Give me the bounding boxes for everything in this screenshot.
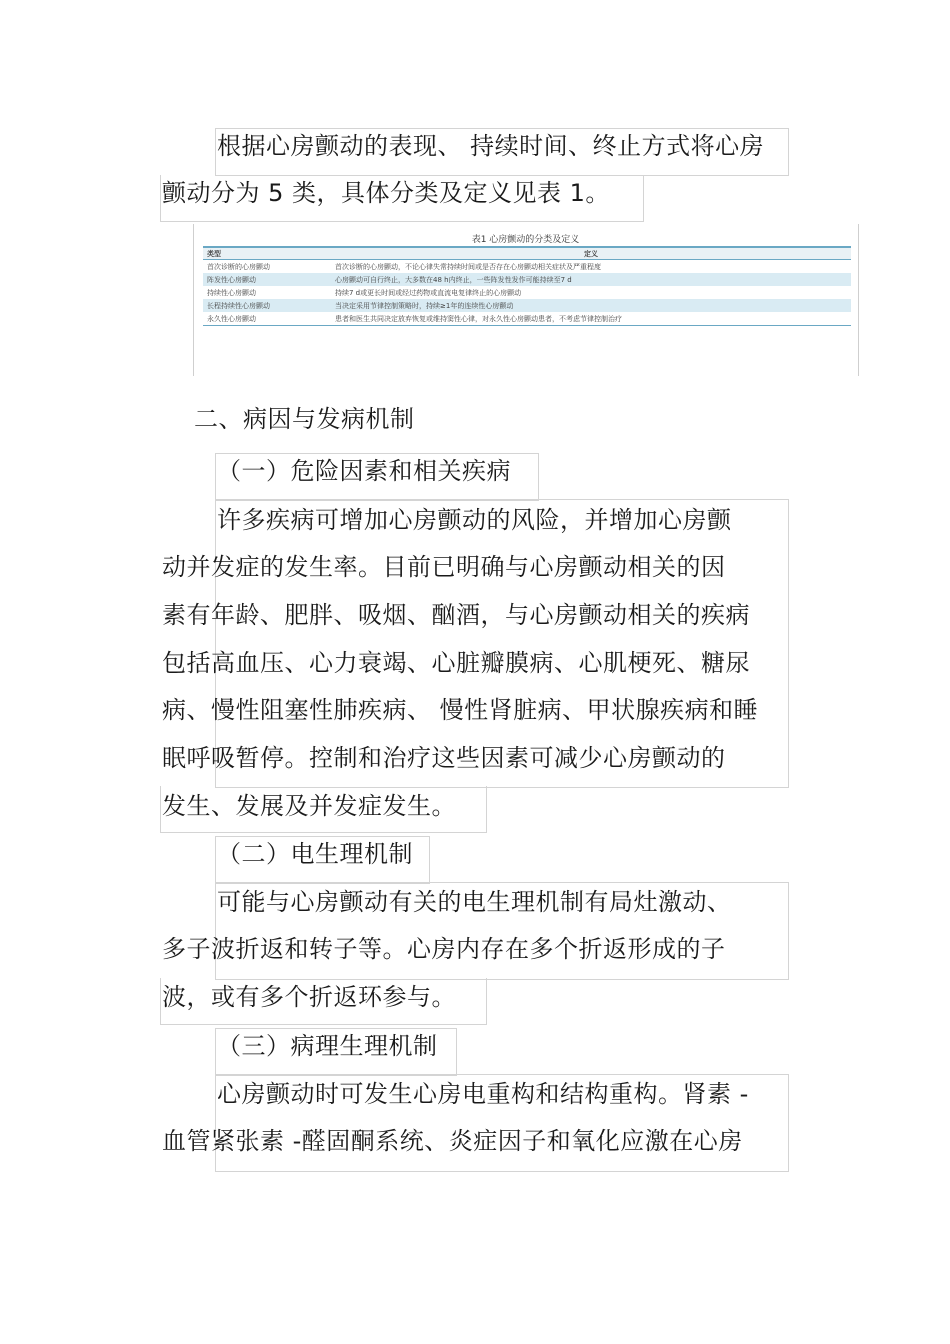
table-row: 首次诊断的心房颤动 首次诊断的心房颤动，不论心律失常持续时间或是否存在心房颤动相关症状及严重程度 (207, 262, 601, 271)
table-row: 长程持续性心房颤动 当决定采用节律控制策略时，持续≥1年的连续性心房颤动 (203, 299, 851, 312)
sub1-line-4: 包括高血压、心力衰竭、心脏瓣膜病、心肌梗死、糖尿 (162, 649, 750, 677)
table-title: 表1 心房颤动的分类及定义 (471, 235, 580, 245)
sub1-line-6: 眠呼吸暂停。控制和治疗这些因素可减少心房颤动的 (162, 744, 726, 772)
sub3-line-2: 血管紧张素 -醛固酮系统、炎症因子和氧化应激在心房 (162, 1127, 743, 1155)
intro-line-2: 颤动分为 5 类，具体分类及定义见表 1。 (162, 179, 610, 207)
table-header-type: 类型 (203, 247, 331, 260)
table-row: 持续性心房颤动 持续7 d或更长时间或经过药物或直流电复律终止的心房颤动 (207, 288, 522, 297)
sub2-line-3: 波，或有多个折返环参与。 (162, 983, 456, 1011)
table-header-definition: 定义 (331, 247, 851, 260)
table-row: 永久性心房颤动 患者和医生共同决定放弃恢复或维持窦性心律，对永久性心房颤动患者，不考虑节律控制治疗 (203, 312, 851, 326)
intro-line-1: 根据心房颤动的表现、 持续时间、终止方式将心房 (217, 132, 765, 160)
subsection-heading-2: （二）电生理机制 (217, 840, 413, 868)
table-right-rule (858, 224, 859, 376)
sub3-line-1: 心房颤动时可发生心房电重构和结构重构。肾素 - (217, 1080, 749, 1108)
classification-table-figure (193, 224, 858, 376)
sub1-line-3: 素有年龄、肥胖、吸烟、酗酒，与心房颤动相关的疾病 (162, 601, 750, 629)
sub2-line-2: 多子波折返和转子等。心房内存在多个折返形成的子 (162, 935, 726, 963)
subsection-heading-1: （一）危险因素和相关疾病 (217, 457, 511, 485)
sub1-line-1: 许多疾病可增加心房颤动的风险，并增加心房颤 (217, 506, 732, 534)
classification-table (203, 246, 851, 326)
sub1-line-5: 病、慢性阻塞性肺疾病、 慢性肾脏病、甲状腺疾病和睡 (162, 696, 759, 724)
sub1-line-7: 发生、发展及并发症发生。 (162, 792, 456, 820)
table-row: 阵发性心房颤动 心房颤动可自行终止，大多数在48 h内终止，一些阵发性发作可能持续至7 d (203, 273, 851, 286)
sub2-line-1: 可能与心房颤动有关的电生理机制有局灶激动、 (217, 888, 732, 916)
section-heading: 二、病因与发病机制 (194, 405, 415, 433)
sub1-line-2: 动并发症的发生率。目前已明确与心房颤动相关的因 (162, 553, 726, 581)
subsection-heading-3: （三）病理生理机制 (217, 1032, 438, 1060)
